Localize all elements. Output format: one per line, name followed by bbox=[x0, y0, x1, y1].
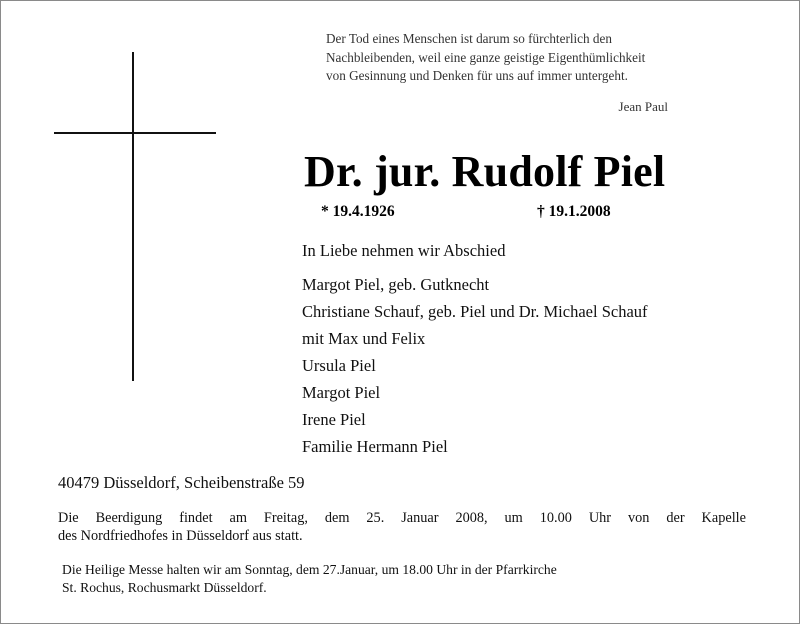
mourner-name: mit Max und Felix bbox=[302, 329, 426, 348]
mourner-name: Margot Piel bbox=[302, 383, 381, 402]
mass-line: Die Heilige Messe halten wir am Sonntag, dem 27.Januar, um 18.00 Uhr in der Pfarrkirche bbox=[62, 562, 557, 577]
death-date: † 19.1.2008 bbox=[537, 203, 611, 220]
funeral-line: Die Beerdigung findet am Freitag, dem 25. Januar 2008, um 10.00 Uhr von der Kapelle bbox=[58, 510, 746, 526]
mourner-name: Irene Piel bbox=[302, 410, 366, 429]
cross-vertical-bar bbox=[132, 52, 134, 381]
mourner-name: Christiane Schauf, geb. Piel und Dr. Michael Schauf bbox=[302, 302, 648, 321]
mourner-name: Ursula Piel bbox=[302, 356, 376, 375]
mourner-name: Familie Hermann Piel bbox=[302, 437, 448, 456]
quote-author: Jean Paul bbox=[618, 99, 668, 114]
epigraph-quote bbox=[326, 30, 645, 86]
funeral-line: des Nordfriedhofes in Düsseldorf aus statt. bbox=[58, 528, 303, 544]
farewell-intro: In Liebe nehmen wir Abschied bbox=[302, 241, 506, 260]
funeral-notice bbox=[58, 509, 746, 545]
mass-notice bbox=[62, 561, 557, 597]
deceased-name: Dr. jur. Rudolf Piel bbox=[304, 147, 666, 196]
quote-line: von Gesinnung und Denken für uns auf immer untergeht. bbox=[326, 68, 628, 83]
mourner-name: Margot Piel, geb. Gutknecht bbox=[302, 275, 490, 294]
cross-horizontal-bar bbox=[54, 132, 216, 134]
family-address: 40479 Düsseldorf, Scheibenstraße 59 bbox=[58, 473, 305, 492]
quote-line: Der Tod eines Menschen ist darum so fürchterlich den bbox=[326, 31, 612, 46]
birth-date: * 19.4.1926 bbox=[321, 203, 395, 220]
mass-line: St. Rochus, Rochusmarkt Düsseldorf. bbox=[62, 580, 267, 595]
quote-line: Nachbleibenden, weil eine ganze geistige Eigenthümlichkeit bbox=[326, 49, 646, 65]
